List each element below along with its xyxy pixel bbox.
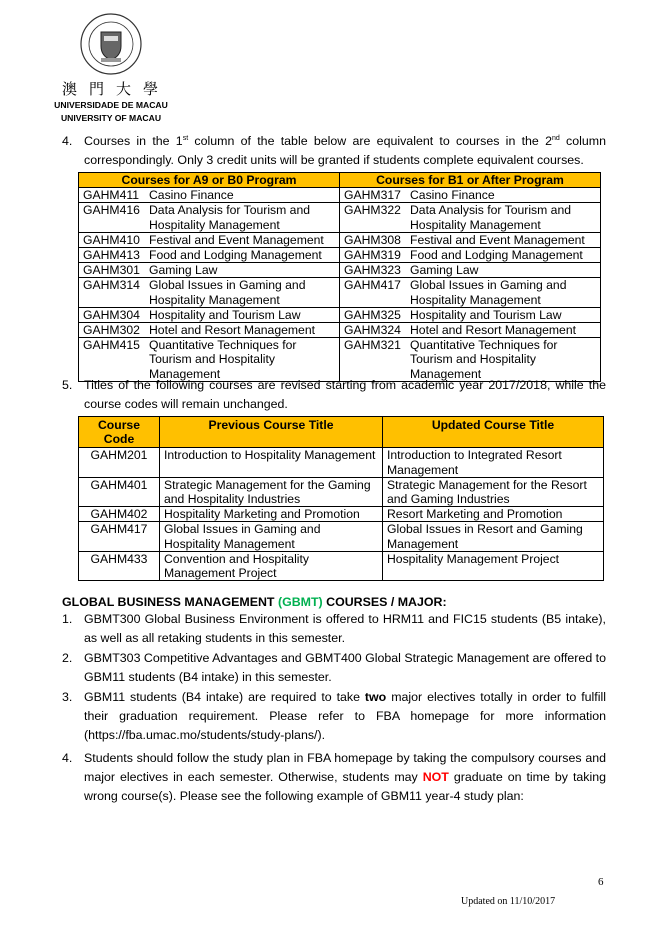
university-logo: [52, 12, 170, 125]
course-title-cell: Hotel and Resort Management: [406, 323, 601, 338]
table-row: [79, 248, 601, 263]
table-row: [79, 522, 604, 551]
course-title-cell: Festival and Event Management: [145, 232, 340, 247]
course-code-cell: GAHM301: [79, 263, 146, 278]
list-item-5: [62, 376, 606, 414]
gbm-item-3: 3. GBM11 students (B4 intake) are required to take two major electives totally in order to fulfill their graduation requirement. Please refer to FBA homepage for more information (https://fba.umac.mo/students/study-plans/).: [62, 690, 606, 742]
course-title-cell: Global Issues in Gaming and Hospitality Management: [406, 278, 601, 307]
table-row: [79, 477, 604, 506]
course-code-cell: GAHM413: [79, 248, 146, 263]
course-code-cell: GAHM401: [79, 477, 160, 506]
course-code-cell: GAHM402: [79, 507, 160, 522]
course-code-cell: GAHM411: [79, 188, 146, 203]
course-title-cell: Food and Lodging Management: [406, 248, 601, 263]
previous-title-cell: Convention and Hospitality Management Project: [160, 551, 383, 580]
logo-portuguese-name: UNIVERSIDADE DE MACAU: [54, 100, 168, 110]
course-code-cell: GAHM416: [79, 203, 146, 232]
course-title-cell: Food and Lodging Management: [145, 248, 340, 263]
gbm-item-1: 1. GBMT300 Global Business Environment is offered to HRM11 and FIC15 students (B5 intake), as well as all retaking students in this semester.: [62, 612, 606, 645]
table-header: Previous Course Title: [160, 417, 383, 448]
course-title-cell: Gaming Law: [145, 263, 340, 278]
course-code-cell: GAHM308: [340, 232, 407, 247]
course-code-cell: GAHM325: [340, 307, 407, 322]
course-title-cell: Data Analysis for Tourism and Hospitality Management: [406, 203, 601, 232]
course-title-cell: Quantitative Techniques for Tourism and Hospitality Management: [145, 338, 340, 382]
table-row: [79, 188, 601, 203]
course-code-cell: GAHM317: [340, 188, 407, 203]
course-code-cell: GAHM321: [340, 338, 407, 382]
table-row: [79, 448, 604, 477]
table-row: [79, 263, 601, 278]
equivalent-courses-table: [78, 172, 601, 382]
course-code-cell: GAHM201: [79, 448, 160, 477]
course-title-cell: Global Issues in Gaming and Hospitality Management: [145, 278, 340, 307]
course-title-cell: Hospitality and Tourism Law: [145, 307, 340, 322]
table-header: Courses for A9 or B0 Program: [79, 173, 340, 188]
previous-title-cell: Hospitality Marketing and Promotion: [160, 507, 383, 522]
course-code-cell: GAHM410: [79, 232, 146, 247]
table-row: [79, 551, 604, 580]
gbm-item-4: 4. Students should follow the study plan in FBA homepage by taking the compulsory courses and major electives in each semester. Otherwise, students may NOT graduate on time by taking wrong course(s). Please see the following example of GBM11 year-4 study plan:: [62, 751, 607, 803]
course-code-cell: GAHM417: [340, 278, 407, 307]
course-title-cell: Gaming Law: [406, 263, 601, 278]
item-text: Titles of the following courses are revised starting from academic year 2017/2018, while the course codes will remain unchanged.: [84, 378, 606, 411]
course-title-cell: Hotel and Resort Management: [145, 323, 340, 338]
updated-title-cell: Hospitality Management Project: [383, 551, 604, 580]
course-code-cell: GAHM417: [79, 522, 160, 551]
updated-title-cell: Introduction to Integrated Resort Management: [383, 448, 604, 477]
revised-titles-table: [78, 416, 604, 581]
table-row: [79, 232, 601, 247]
table-header: Updated Course Title: [383, 417, 604, 448]
logo-english-name: UNIVERSITY OF MACAU: [60, 113, 162, 123]
course-code-cell: GAHM304: [79, 307, 146, 322]
section-heading: GLOBAL BUSINESS MANAGEMENT (GBMT) COURSES / MAJOR:: [62, 595, 447, 609]
course-title-cell: Casino Finance: [406, 188, 601, 203]
course-code-cell: GAHM314: [79, 278, 146, 307]
previous-title-cell: Global Issues in Gaming and Hospitality Management: [160, 522, 383, 551]
item-number: 4.: [62, 134, 73, 148]
updated-title-cell: Resort Marketing and Promotion: [383, 507, 604, 522]
course-title-cell: Hospitality and Tourism Law: [406, 307, 601, 322]
table-row: [79, 338, 601, 382]
gbm-item-2: 2. GBMT303 Competitive Advantages and GBMT400 Global Strategic Management are offered to GBM11 students (B4 intake) in this semester.: [62, 651, 606, 684]
updated-title-cell: Strategic Management for the Resort and Gaming Industries: [383, 477, 604, 506]
list-item-4: [62, 132, 606, 170]
item-number: 5.: [62, 378, 73, 392]
course-code-cell: GAHM433: [79, 551, 160, 580]
course-code-cell: GAHM302: [79, 323, 146, 338]
table-row: [79, 323, 601, 338]
course-code-cell: GAHM322: [340, 203, 407, 232]
course-code-cell: GAHM324: [340, 323, 407, 338]
course-code-cell: GAHM415: [79, 338, 146, 382]
updated-title-cell: Global Issues in Resort and Gaming Management: [383, 522, 604, 551]
course-code-cell: GAHM319: [340, 248, 407, 263]
course-title-cell: Quantitative Techniques for Tourism and Hospitality Management: [406, 338, 601, 382]
table-row: [79, 203, 601, 232]
course-title-cell: Casino Finance: [145, 188, 340, 203]
university-seal-icon: [79, 12, 143, 76]
item-text: Courses in the 1st column of the table below are equivalent to courses in the 2nd column correspondingly. Only 3 credit units will be granted if students complete equivalent courses.: [84, 134, 606, 167]
table-header: Courses for B1 or After Program: [340, 173, 601, 188]
table-header: Course Code: [79, 417, 160, 448]
course-title-cell: Festival and Event Management: [406, 232, 601, 247]
previous-title-cell: Strategic Management for the Gaming and Hospitality Industries: [160, 477, 383, 506]
table-row: [79, 278, 601, 307]
logo-chinese-name: 澳門大學: [62, 80, 171, 98]
table-row: [79, 507, 604, 522]
course-code-cell: GAHM323: [340, 263, 407, 278]
updated-date: Updated on 11/10/2017: [461, 896, 556, 907]
page-number: 6: [598, 876, 604, 888]
previous-title-cell: Introduction to Hospitality Management: [160, 448, 383, 477]
course-title-cell: Data Analysis for Tourism and Hospitality Management: [145, 203, 340, 232]
table-row: [79, 307, 601, 322]
